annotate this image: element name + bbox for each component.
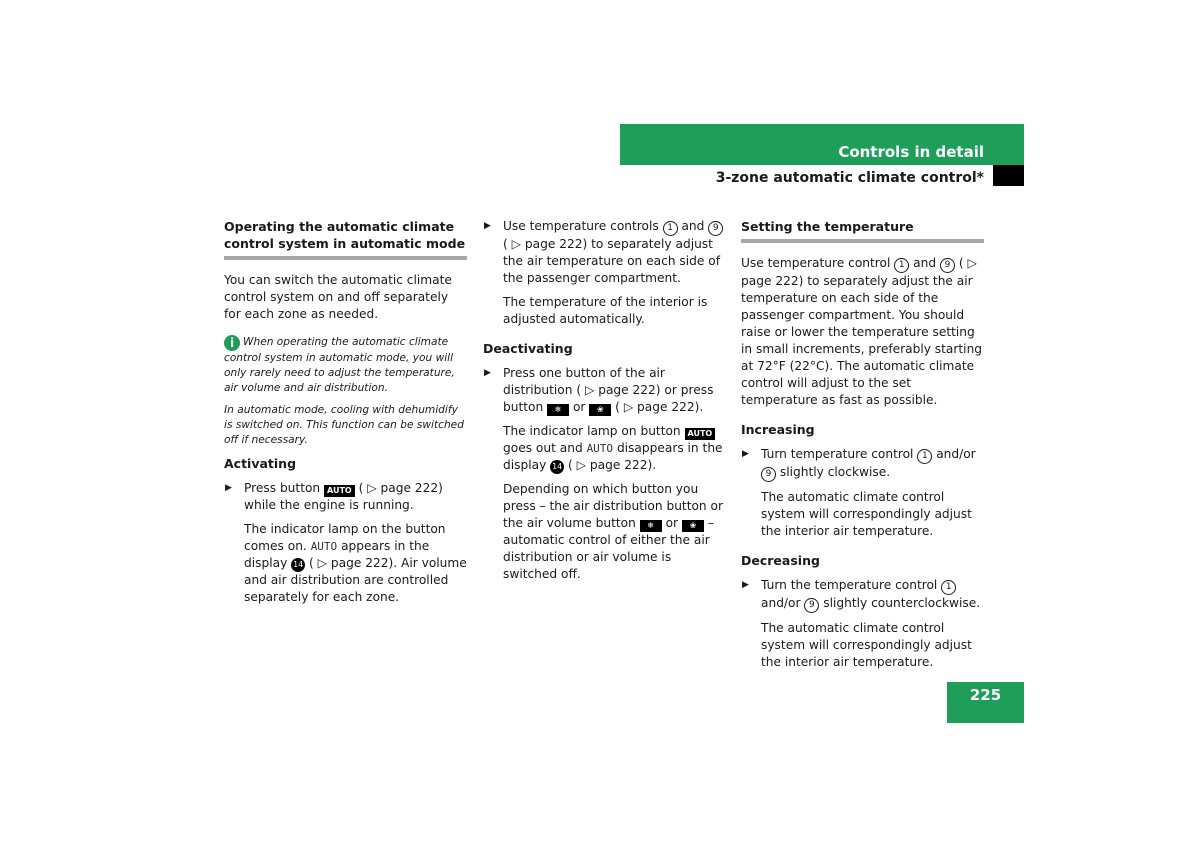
step-decrease: ▶ Turn the temperature control 1 and/or 9 slightly counterclockwise. [741, 577, 984, 613]
step-activate: ▶ Press button AUTO ( ▷ page 222) while the engine is running. [225, 481, 443, 512]
control-9-icon: 9 [761, 467, 776, 482]
control-9-icon: 9 [708, 221, 723, 236]
subsection-title: 3-zone automatic climate control* [715, 170, 984, 186]
control-1-icon: 1 [894, 258, 909, 273]
result-activate: The indicator lamp on the button comes on. AUTO appears in the display 14 ( ▷ page 222). Air volume and air distribution are controlled separately for each zone. [244, 522, 467, 604]
bullet-icon: ▶ [742, 449, 749, 459]
heading-decreasing: Decreasing [741, 553, 820, 568]
info-note-2: In automatic mode, cooling with dehumidify is switched on. This function can be switched off if necessary. [224, 404, 464, 446]
step-increase: ▶ Turn temperature control 1 and/or 9 slightly clockwise. [741, 446, 984, 482]
control-9-icon: 9 [940, 258, 955, 273]
auto-button-icon: AUTO [685, 428, 716, 440]
column-2 [483, 218, 727, 590]
lcd-auto-text: AUTO [586, 442, 614, 455]
step-deactivate: ▶ Press one button of the air distribution ( ▷ page 222) or press button ❄ or ❀ ( ▷ page 222). [484, 366, 714, 414]
result-increase: The automatic climate control system will correspondingly adjust the interior air temperature. [761, 490, 972, 538]
display-14-icon: 14 [550, 460, 564, 474]
subsection-marker [993, 165, 1024, 186]
bullet-icon: ▶ [742, 580, 749, 590]
heading-increasing: Increasing [741, 422, 815, 437]
control-9-icon: 9 [804, 598, 819, 613]
bullet-icon: ▶ [484, 221, 491, 231]
section-title: Controls in detail [838, 143, 984, 161]
page-ref-icon: ▷ [576, 458, 587, 472]
heading-deactivating: Deactivating [483, 341, 573, 356]
result-decrease: The automatic climate control system will correspondingly adjust the interior air temperature. [761, 621, 972, 669]
page-number-box [947, 682, 1024, 723]
section-header-bar [620, 124, 1024, 165]
subsection-header [620, 165, 1024, 186]
auto-button-icon: AUTO [324, 485, 355, 497]
control-1-icon: 1 [941, 580, 956, 595]
result-temperature: The temperature of the interior is adjusted automatically. [503, 295, 708, 326]
step-temperature-controls: ▶ Use temperature controls 1 and 9 ( ▷ page 222) to separately adjust the air temperature on each side of the passenger compartment. [483, 218, 727, 287]
setting-temperature-paragraph: Use temperature control 1 and 9 ( ▷ page 222) to separately adjust the air temperature on each side of the passenger compartment. You should raise or lower the temperature setting in small increments, preferably starting at 72°F (22°C). The automatic climate control will adjust to the set temperature as fast as possible. [741, 256, 983, 407]
bullet-icon: ▶ [225, 483, 232, 493]
page-ref-icon: ▷ [317, 556, 328, 570]
result-deactivate-lamp: The indicator lamp on button AUTO goes out and AUTO disappears in the display 14 ( ▷ page 222). [503, 424, 723, 472]
display-14-icon: 14 [291, 558, 305, 572]
page-ref-icon: ▷ [584, 383, 595, 397]
page-ref-icon: ▷ [367, 481, 377, 495]
page-ref-icon: ▷ [511, 237, 522, 251]
page-number: 225 [969, 686, 1002, 704]
column-3 [741, 218, 984, 678]
bullet-icon: ▶ [484, 368, 491, 378]
page-ref-icon: ▷ [623, 400, 634, 414]
fan-up-button-icon: ❄ [547, 404, 569, 416]
intro-paragraph: You can switch the automatic climate control system on and off separately for each zone as needed. [224, 273, 452, 321]
heading-setting-temperature: Setting the temperature [741, 218, 984, 243]
heading-automatic-mode: Operating the automatic climate control system in automatic mode [224, 218, 467, 260]
fan-up-button-icon: ❄ [640, 520, 662, 532]
page-ref-icon: ▷ [967, 256, 977, 270]
info-icon: i [224, 335, 240, 351]
heading-activating: Activating [224, 456, 297, 471]
control-1-icon: 1 [917, 449, 932, 464]
control-1-icon: 1 [663, 221, 678, 236]
result-deactivate-control: Depending on which button you press – the air distribution button or the air volume button ❄ or ❀ – automatic control of either the air distribution or air volume is switched off. [503, 482, 723, 581]
info-note-1: i When operating the automatic climate control system in automatic mode, you will only rarely need to adjust the temperature, air volume and air distribution. [224, 336, 455, 394]
column-1 [224, 218, 467, 613]
fan-down-button-icon: ❀ [682, 520, 704, 532]
lcd-auto-text: AUTO [310, 540, 338, 553]
fan-down-button-icon: ❀ [589, 404, 611, 416]
